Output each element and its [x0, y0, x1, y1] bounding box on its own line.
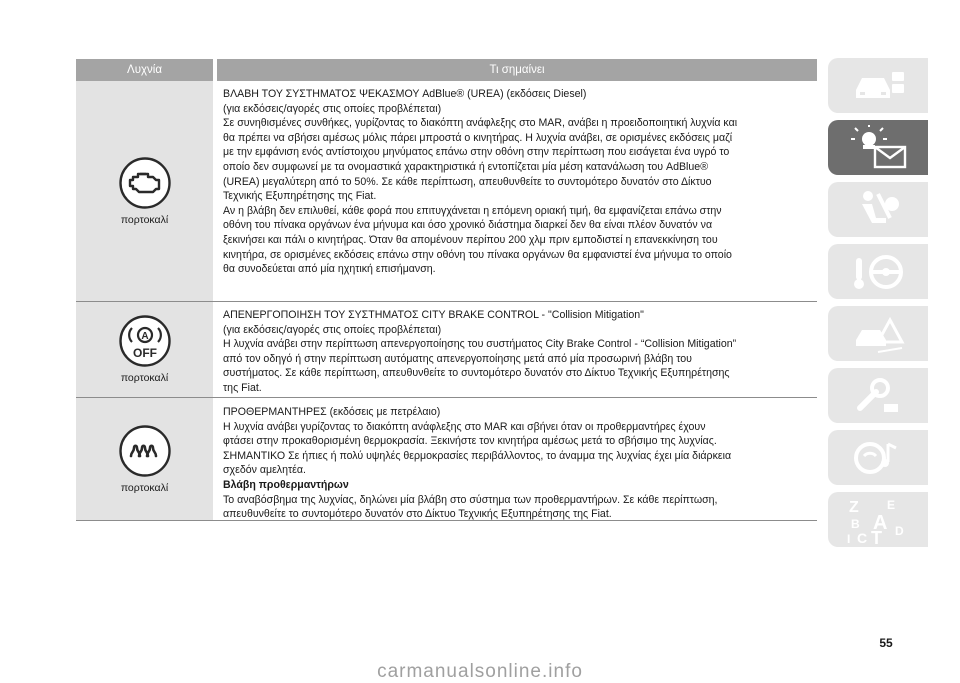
- car-dashboard-icon: [848, 66, 908, 106]
- svg-text:Z: Z: [849, 498, 859, 516]
- road-warning-icon: [848, 312, 908, 356]
- svg-text:E: E: [887, 497, 896, 512]
- desc-line: της Fiat.: [223, 381, 262, 394]
- desc-line: Σε συνηθισμένες συνθήκες, γυρίζοντας το διακόπτη ανάφλεξης στο MAR, ανάβει η προειδοποιητική λυχνία και: [223, 117, 738, 130]
- steering-key-icon: [848, 250, 908, 294]
- svg-text:C: C: [857, 529, 868, 545]
- svg-text:A: A: [140, 331, 149, 342]
- desc-line: σχεδόν αμελητέα.: [223, 464, 306, 477]
- desc-line: ΣΗΜΑΝΤΙΚΟ Σε ήπιες ή πολύ υψηλές θερμοκρασίες περιβάλλοντος, το άναμμα της λυχνίας έχει μία διάρκεια: [223, 449, 732, 462]
- tab-emergency[interactable]: [828, 306, 928, 361]
- service-wrench-icon: [848, 374, 908, 418]
- watermark-text: carmanualsonline.info: [0, 661, 960, 683]
- tab-multimedia[interactable]: [828, 430, 928, 485]
- desc-line: κινητήρα, σε ορισμένες εκδόσεις επάνω στην οθόνη του πίνακα οργάνων θα εμφανιστεί ένα μήνυμα το οποίο: [223, 248, 732, 261]
- alphabetical-index-icon: [843, 495, 913, 545]
- row-description: [217, 81, 817, 301]
- desc-line: συστήματος. Σε κάθε περίπτωση, απευθυνθείτε το συντομότερο δυνατόν στο Δίκτυο Τεχνικής Εξυπηρέτησης: [223, 367, 730, 380]
- warning-light-message-icon: [843, 125, 913, 171]
- lamp-color-label: πορτοκαλί: [120, 213, 169, 226]
- desc-subheading: Βλάβη προθερμαντήρων: [223, 478, 349, 491]
- svg-text:D: D: [895, 523, 904, 538]
- header-lamp: Λυχνία: [127, 64, 162, 76]
- tab-dashboard[interactable]: [828, 58, 928, 113]
- desc-line: φτάσει στην προκαθορισμένη θερμοκρασία. Ξεκινήστε τον κινητήρα αμέσως μετά το σβήσιμο της λυχνίας.: [223, 435, 717, 448]
- lamp-cell: [76, 398, 213, 520]
- tab-warning-lights[interactable]: [828, 120, 928, 175]
- desc-line: απευθυνθείτε το συντομότερο δυνατόν στο Δίκτυο Τεχνικής Εξυπηρέτησης της Fiat.: [223, 508, 612, 521]
- multimedia-music-icon: [848, 436, 908, 480]
- lamp-color-label: πορτοκαλί: [120, 481, 169, 494]
- header-meaning: Τι σημαίνει: [489, 64, 545, 76]
- desc-line: Τεχνικής Εξυπηρέτησης της Fiat.: [223, 190, 377, 203]
- icon-off-text: OFF: [132, 346, 157, 360]
- desc-line: (για εκδόσεις/αγορές στις οποίες προβλέπεται): [223, 323, 442, 336]
- svg-text:T: T: [871, 527, 882, 545]
- city-brake-off-icon: [119, 315, 171, 367]
- desc-line: θα πρέπει να σβήσει αμέσως μόλις πάρει μπροστά ο κινητήρας. Η λυχνία ανάβει, σε ορισμένες εκδόσεις μαζί: [223, 131, 733, 144]
- lamp-cell: [76, 81, 213, 301]
- tab-index[interactable]: [828, 492, 928, 547]
- glow-plug-icon: [119, 425, 171, 477]
- svg-text:A: A: [873, 511, 888, 534]
- desc-line: ΠΡΟΘΕΡΜΑΝΤΗΡΕΣ (εκδόσεις με πετρέλαιο): [223, 406, 441, 418]
- svg-text:I: I: [847, 531, 851, 545]
- desc-line: θα συνοδεύεται από μία ηχητική επισήμανση.: [223, 263, 436, 276]
- page-number: 55: [879, 636, 893, 650]
- engine-check-icon: [119, 157, 171, 209]
- lamp-cell: [76, 302, 213, 397]
- table-row: [76, 81, 817, 302]
- desc-line: ξεκινήσει και πάλι ο κινητήρας. Όταν θα απομένουν περίπου 200 χλμ πριν εμποδιστεί η επανεκκίνηση του: [223, 233, 718, 246]
- table-row: [76, 302, 817, 398]
- svg-text:B: B: [851, 516, 860, 531]
- desc-line: Αν η βλάβη δεν επιλυθεί, κάθε φορά που επιτυγχάνεται η επόμενη οριακή τιμή, θα εμφανίζεται επάνω στην: [223, 204, 722, 217]
- desc-line: Η λυχνία ανάβει στην περίπτωση απενεργοποίησης του συστήματος City Brake Control - “Collision Mitigation”: [223, 338, 737, 351]
- tab-safety[interactable]: [828, 182, 928, 237]
- tab-starting-driving[interactable]: [828, 244, 928, 299]
- desc-line: ΒΛΑΒΗ ΤΟΥ ΣΥΣΤΗΜΑΤΟΣ ΨΕΚΑΣΜΟΥ AdBlue® (UREA) (εκδόσεις Diesel): [223, 88, 587, 100]
- desc-line: με την εμφάνιση ενός αντίστοιχου μηνύματος επάνω στην οθόνη στην περίπτωση που εισάγεται ένα υγρό το: [223, 146, 730, 159]
- desc-line: οποίο δεν συμφωνεί με τα ονομαστικά χαρακτηριστικά ή εντοπίζεται μία μέση κατανάλωση του AdBlue®: [223, 160, 708, 173]
- table-row: [76, 398, 817, 521]
- lamp-color-label: πορτοκαλί: [120, 372, 169, 384]
- desc-line: οθόνη του πίνακα οργάνων ένα μήνυμα και όσο χρονικό διάστημα διαρκεί δεν θα είναι πλέον δυνατόν να: [223, 219, 713, 232]
- desc-line: Η λυχνία ανάβει γυρίζοντας το διακόπτη ανάφλεξης στο MAR και σβήνει όταν οι προθερμαντήρες έχουν: [223, 420, 706, 433]
- row-description: [217, 398, 817, 520]
- desc-line: Το αναβόσβημα της λυχνίας, δηλώνει μία βλάβη στο σύστημα των προθερμαντήρων. Σε κάθε περίπτωση,: [223, 493, 718, 506]
- warning-lights-table: [76, 59, 817, 521]
- desc-line: από τον οδηγό ή στην περίπτωση αυτόματης απενεργοποίησης μετά από μία προσωρινή βλάβη του: [223, 352, 692, 365]
- seat-airbag-icon: [848, 188, 908, 232]
- tab-maintenance[interactable]: [828, 368, 928, 423]
- table-header: [76, 59, 817, 81]
- desc-line: (για εκδόσεις/αγορές στις οποίες προβλέπεται): [223, 102, 442, 115]
- desc-line: (UREA) μεγαλύτερη από το 50%. Σε κάθε περίπτωση, απευθυνθείτε το συντομότερο δυνατόν στο Δίκτυο: [223, 175, 712, 188]
- row-description: [217, 302, 817, 397]
- desc-line: ΑΠΕΝΕΡΓΟΠΟΙΗΣΗ ΤΟΥ ΣΥΣΤΗΜΑΤΟΣ CITY BRAKE CONTROL - "Collision Mitigation": [223, 309, 644, 321]
- chapter-tabs: [828, 58, 928, 554]
